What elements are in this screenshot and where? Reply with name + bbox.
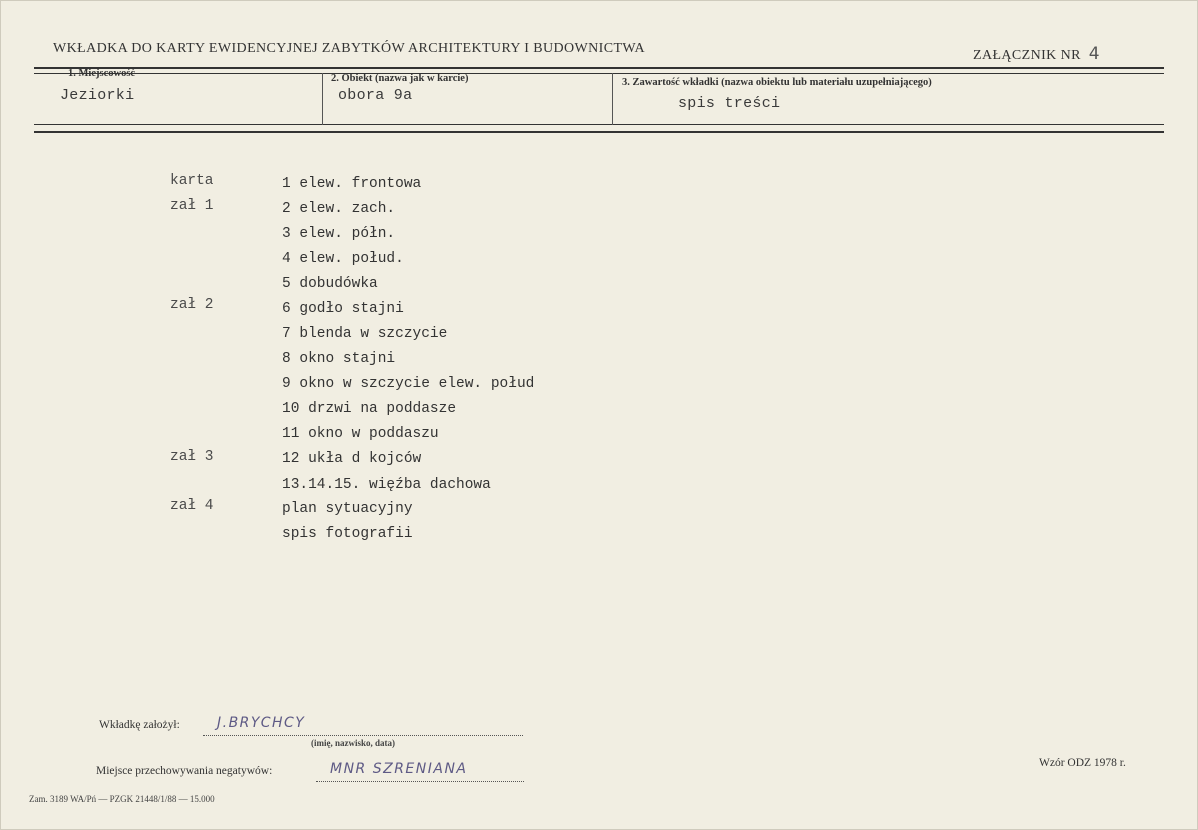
- storage-dotted-line: [316, 781, 524, 782]
- annex-label-group: [973, 44, 1100, 64]
- list-item: 7 blenda w szczycie: [282, 326, 448, 342]
- field-divider-1: [322, 73, 323, 125]
- object-value: obora 9a: [338, 87, 413, 104]
- locality-label: 1. Miejscowość: [68, 68, 136, 79]
- locality-value: Jeziorki: [60, 87, 135, 104]
- list-item: 8 okno stajni: [282, 351, 396, 367]
- list-group: karta: [170, 173, 214, 189]
- list-item: 1 elew. frontowa: [282, 176, 422, 192]
- list-item: spis fotografii: [282, 526, 413, 542]
- list-item: 11 okno w poddaszu: [282, 426, 439, 442]
- content-label: 3. Zawartość wkładki (nazwa obiektu lub materiału uzupełniającego): [622, 77, 932, 88]
- list-item: 3 elew. półn.: [282, 226, 396, 242]
- header-rule-bottom-thin: [34, 124, 1164, 125]
- header-rule-top-thin: [34, 73, 1164, 74]
- storage-signature: MNR SZRENIANA: [330, 761, 468, 777]
- annex-label: ZAŁĄCZNIK NR: [973, 48, 1081, 63]
- header-rule-bottom: [34, 131, 1164, 133]
- list-item: 5 dobudówka: [282, 276, 378, 292]
- content-value: spis treści: [678, 95, 781, 112]
- field-divider-2: [612, 73, 613, 125]
- founded-hint: (imię, nazwisko, data): [311, 738, 395, 748]
- form-title: WKŁADKA DO KARTY EWIDENCYJNEJ ZABYTKÓW ARCHITEKTURY I BUDOWNICTWA: [53, 41, 645, 56]
- list-group: zał 1: [170, 198, 214, 214]
- list-group: zał 4: [170, 498, 214, 514]
- list-item: 6 godło stajni: [282, 301, 404, 317]
- list-item: plan sytuacyjny: [282, 501, 413, 517]
- founded-label: Wkładkę założył:: [99, 719, 180, 731]
- list-item: 13.14.15. więźba dachowa: [282, 477, 491, 493]
- list-group: zał 3: [170, 449, 214, 465]
- list-item: 2 elew. zach.: [282, 201, 396, 217]
- annex-number: 4: [1088, 44, 1100, 64]
- storage-label: Miejsce przechowywania negatywów:: [96, 765, 273, 777]
- list-item: 4 elew. połud.: [282, 251, 404, 267]
- form-model: Wzór ODZ 1978 r.: [1039, 757, 1126, 769]
- list-item: 10 drzwi na poddasze: [282, 401, 457, 417]
- header-rule-top: [34, 67, 1164, 69]
- founded-dotted-line: [203, 735, 523, 736]
- founded-signature: J.BRYCHCY: [217, 715, 306, 731]
- object-label: 2. Obiekt (nazwa jak w karcie): [331, 73, 469, 84]
- list-item: 12 ukła d kojców: [282, 451, 422, 467]
- print-info: Zam. 3189 WA/Pń — PZGK 21448/1/88 — 15.000: [29, 794, 215, 804]
- list-group: zał 2: [170, 297, 214, 313]
- list-item: 9 okno w szczycie elew. połud: [282, 376, 535, 392]
